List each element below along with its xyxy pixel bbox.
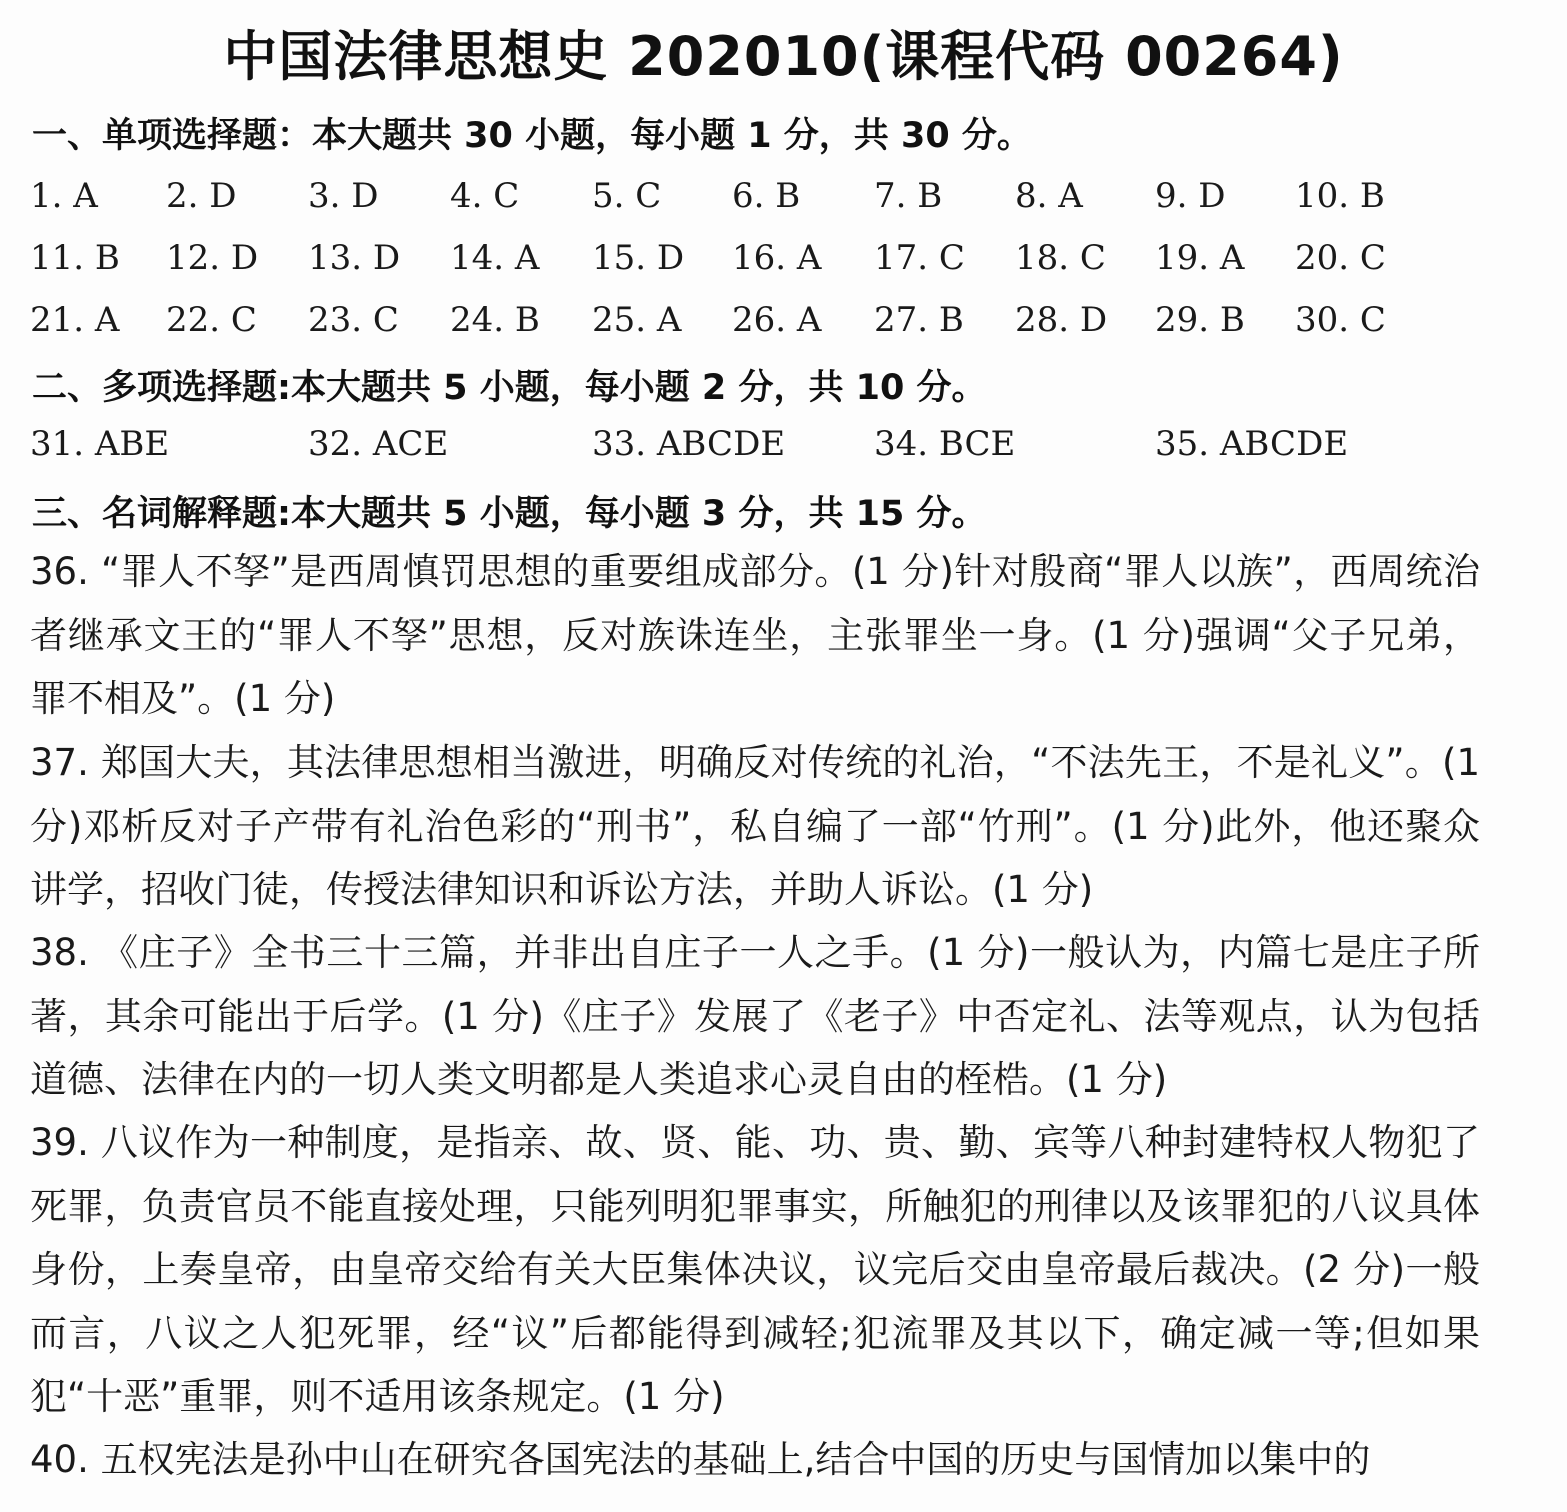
answer-item: 7. B [874, 176, 943, 216]
answer-item: 4. C [450, 176, 520, 216]
answer-item: 35. ABCDE [1155, 424, 1349, 464]
answer-item: 23. C [308, 300, 399, 340]
answer-item: 1. A [30, 176, 98, 216]
answer-item: 13. D [308, 238, 401, 278]
answer-item: 29. B [1155, 300, 1245, 340]
answer-item: 19. A [1155, 238, 1245, 278]
multi-answer-row [30, 424, 1530, 468]
answer-item: 2. D [166, 176, 237, 216]
section-3-heading: 三、名词解释题:本大题共 5 小题，每小题 3 分，共 15 分。 [32, 494, 987, 534]
answer-row-1 [30, 176, 1530, 220]
answer-item: 6. B [732, 176, 801, 216]
answer-row-2 [30, 238, 1530, 282]
answer-item: 11. B [30, 238, 120, 278]
answer-item: 21. A [30, 300, 120, 340]
answer-item: 26. A [732, 300, 822, 340]
answer-item: 33. ABCDE [592, 424, 786, 464]
answer-item: 15. D [592, 238, 685, 278]
answer-item: 27. B [874, 300, 964, 340]
answer-item: 9. D [1155, 176, 1226, 216]
section-2-heading: 二、多项选择题:本大题共 5 小题，每小题 2 分，共 10 分。 [32, 368, 987, 408]
answer-item: 31. ABE [30, 424, 170, 464]
answer-item: 30. C [1295, 300, 1386, 340]
answer-item: 32. ACE [308, 424, 449, 464]
answer-item: 17. C [874, 238, 965, 278]
answer-item: 25. A [592, 300, 682, 340]
answer-36: 36. “罪人不孥”是西周慎罚思想的重要组成部分。(1 分)针对殷商“罪人以族”，西周统治者继承文王的“罪人不孥”思想，反对族诛连坐，主张罪坐一身。(1 分)强调“父子兄弟，罪不相及”。(1 分) [30, 550, 1480, 720]
answer-item: 34. BCE [874, 424, 1016, 464]
answer-item: 10. B [1295, 176, 1385, 216]
answer-40: 40. 五权宪法是孙中山在研究各国宪法的基础上,结合中国的历史与国情加以集中的 [30, 1438, 1371, 1481]
answer-item: 28. D [1015, 300, 1108, 340]
answer-item: 16. A [732, 238, 822, 278]
section-1-heading: 一、单项选择题：本大题共 30 小题，每小题 1 分，共 30 分。 [32, 116, 1032, 156]
answer-item: 14. A [450, 238, 540, 278]
answer-38: 38. 《庄子》全书三十三篇，并非出自庄子一人之手。(1 分)一般认为，内篇七是庄子所著，其余可能出于后学。(1 分)《庄子》发展了《老子》中否定礼、法等观点，认为包括道德、法律在内的一切人类文明都是人类追求心灵自由的桎梏。(1 分) [30, 931, 1480, 1101]
answer-item: 22. C [166, 300, 257, 340]
answer-row-3 [30, 300, 1530, 344]
answer-37: 37. 郑国大夫，其法律思想相当激进，明确反对传统的礼治，“不法先王，不是礼义”。(1 分)邓析反对子产带有礼治色彩的“刑书”，私自编了一部“竹刑”。(1 分)此外，他还聚众讲学，招收门徒，传授法律知识和诉讼方法，并助人诉讼。(1 分) [30, 741, 1480, 911]
page-title: 中国法律思想史 202010(课程代码 00264) [223, 25, 1344, 88]
answer-item: 24. B [450, 300, 540, 340]
answer-item: 12. D [166, 238, 259, 278]
answer-item: 8. A [1015, 176, 1083, 216]
answer-39: 39. 八议作为一种制度，是指亲、故、贤、能、功、贵、勤、宾等八种封建特权人物犯了死罪，负责官员不能直接处理，只能列明犯罪事实，所触犯的刑律以及该罪犯的八议具体身份，上奏皇帝，由皇帝交给有关大臣集体决议，议完后交由皇帝最后裁决。(2 分)一般而言，八议之人犯死罪，经“议”后都能得到减轻;犯流罪及其以下，确定减一等;但如果犯“十恶”重罪，则不适用该条规定。(1 分) [30, 1121, 1480, 1418]
answer-item: 5. C [592, 176, 662, 216]
answer-item: 20. C [1295, 238, 1386, 278]
answer-item: 18. C [1015, 238, 1106, 278]
answer-item: 3. D [308, 176, 379, 216]
